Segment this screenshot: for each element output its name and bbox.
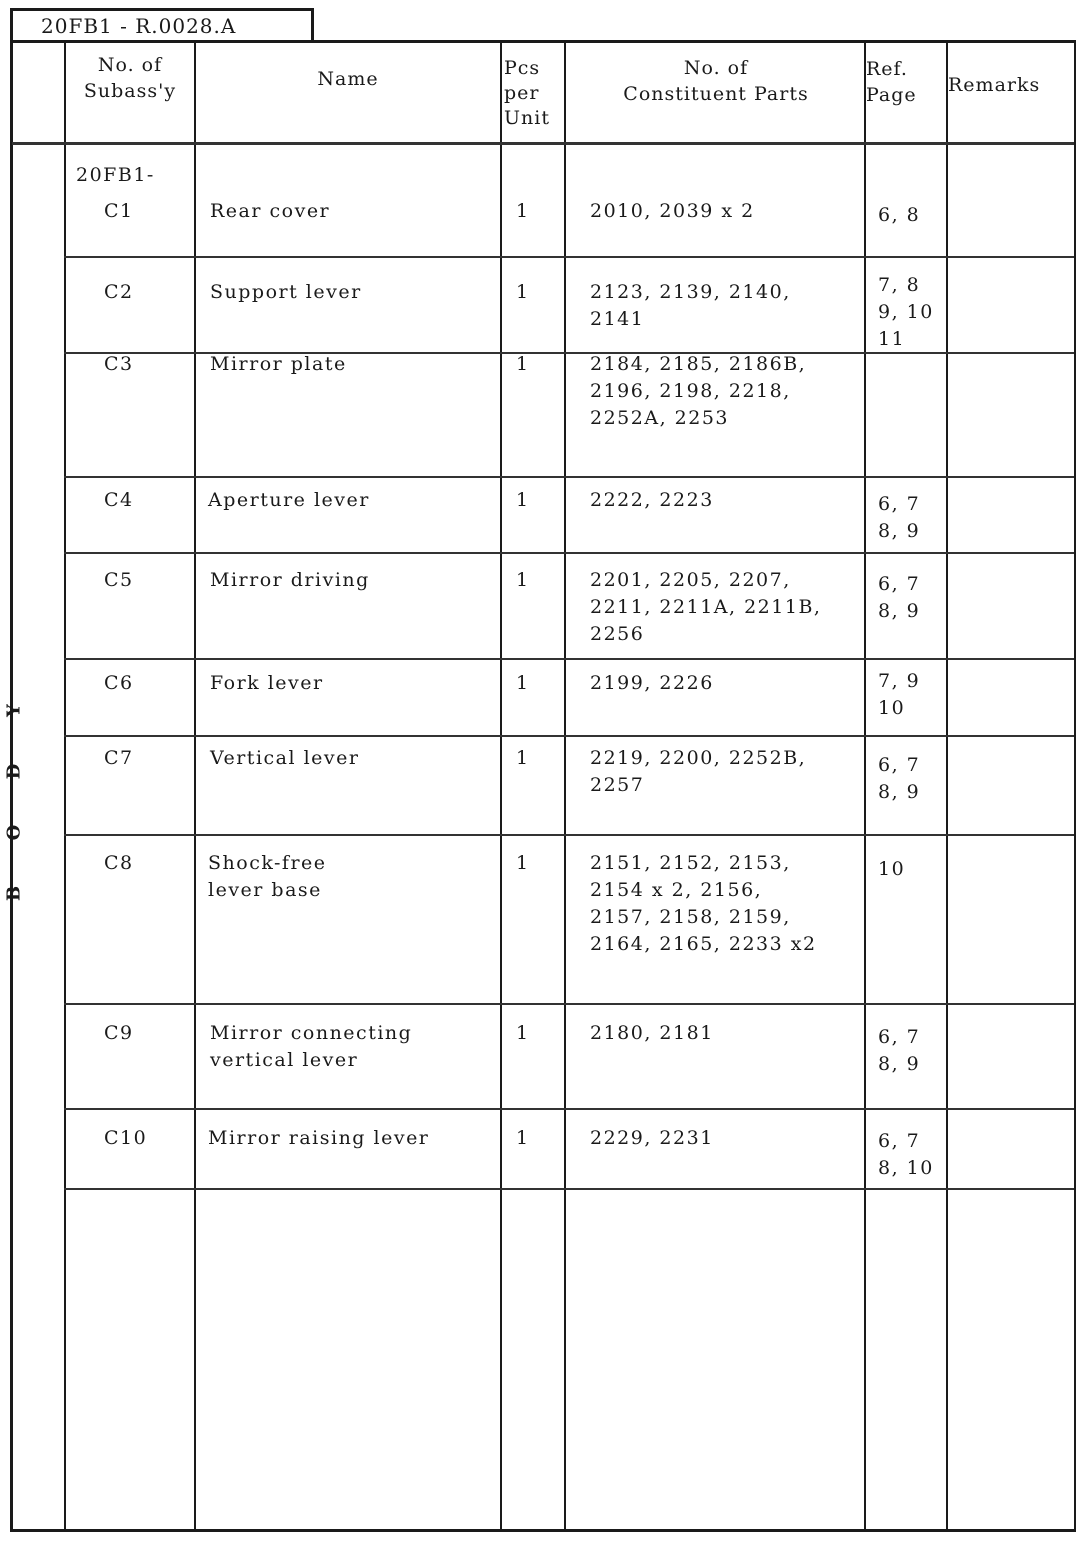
header-ref-line: Ref. — [866, 58, 908, 80]
subassy-number-line: C1 — [104, 200, 134, 222]
row-divider — [64, 834, 1074, 836]
pcs-per-unit — [516, 745, 530, 772]
part-name — [210, 745, 359, 772]
constituent-parts-line: 2229, 2231 — [590, 1127, 714, 1149]
constituent-parts-line: 2257 — [590, 774, 645, 796]
constituent-parts-line: 2256 — [590, 623, 645, 645]
pcs-per-unit — [516, 487, 530, 514]
constituent-parts — [590, 279, 791, 333]
pcs-per-unit — [516, 198, 530, 225]
constituent-parts — [590, 567, 821, 648]
column-divider — [194, 40, 196, 1532]
header-subassy — [66, 52, 194, 104]
row-divider — [64, 1188, 1074, 1190]
pcs-per-unit — [516, 850, 530, 877]
subassy-number — [104, 1125, 147, 1152]
part-name — [208, 487, 370, 514]
body-label-letter: Y — [3, 704, 25, 717]
pcs-per-unit — [516, 1125, 530, 1152]
subassy-number-line: C3 — [104, 353, 134, 375]
ref-page-line: 6, 7 — [878, 1130, 921, 1152]
row-divider — [12, 142, 1074, 145]
ref-page — [878, 272, 934, 353]
pcs-per-unit-line: 1 — [516, 672, 530, 694]
part-name — [210, 567, 370, 594]
document-code: 20FB1 - R.0028.A — [41, 14, 237, 38]
header-remarks-text: Remarks — [948, 74, 1041, 96]
constituent-parts-line: 2196, 2198, 2218, — [590, 380, 791, 402]
subassy-number — [104, 670, 134, 697]
part-name-line: Aperture lever — [208, 489, 370, 511]
pcs-per-unit — [516, 567, 530, 594]
header-pcs-line: per — [504, 82, 540, 104]
pcs-per-unit-line: 1 — [516, 489, 530, 511]
row-divider — [64, 658, 1074, 660]
part-name-line: Mirror plate — [210, 353, 347, 375]
part-name — [210, 198, 330, 225]
subassy-number-line: C8 — [104, 852, 134, 874]
constituent-parts-line: 2199, 2226 — [590, 672, 714, 694]
pcs-per-unit-line: 1 — [516, 200, 530, 222]
header-pcs-line: Unit — [504, 107, 550, 129]
part-name — [210, 670, 324, 697]
ref-page-line: 6, 8 — [878, 204, 921, 226]
constituent-parts — [590, 1020, 714, 1047]
pcs-per-unit — [516, 279, 530, 306]
subassy-number — [104, 745, 134, 772]
header-ref — [866, 56, 946, 108]
subassy-number-line: C2 — [104, 281, 134, 303]
ref-page-line: 7, 8 — [878, 274, 921, 296]
ref-page — [878, 1024, 920, 1078]
ref-page-line: 8, 9 — [878, 1053, 921, 1075]
constituent-parts-line: 2219, 2200, 2252B, — [590, 747, 807, 769]
row-divider — [64, 552, 1074, 554]
constituent-parts-line: 2123, 2139, 2140, — [590, 281, 791, 303]
ref-page-line: 6, 7 — [878, 1026, 921, 1048]
ref-page-line: 8, 10 — [878, 1157, 934, 1179]
body-label-letter: O — [3, 824, 25, 841]
subassy-number — [104, 198, 134, 225]
constituent-parts-line: 2252A, 2253 — [590, 407, 730, 429]
subassy-number — [104, 351, 134, 378]
part-name-line: vertical lever — [210, 1049, 359, 1071]
ref-page-line: 6, 7 — [878, 754, 921, 776]
subassy-number-line: C5 — [104, 569, 134, 591]
pcs-per-unit-line: 1 — [516, 747, 530, 769]
header-name — [196, 66, 500, 92]
row-divider — [64, 476, 1074, 478]
column-divider — [564, 40, 566, 1532]
part-name — [210, 1020, 412, 1074]
subassy-number-line: C4 — [104, 489, 134, 511]
row-divider — [64, 735, 1074, 737]
row-divider — [64, 1003, 1074, 1005]
subassy-number-line: C7 — [104, 747, 134, 769]
part-name — [208, 1125, 429, 1152]
ref-page — [878, 571, 920, 625]
subassy-number-line: C6 — [104, 672, 134, 694]
part-name-line: Mirror raising lever — [208, 1127, 430, 1149]
constituent-parts — [590, 745, 806, 799]
header-pcs-line: Pcs — [504, 57, 541, 79]
constituent-parts-line: 2151, 2152, 2153, — [590, 852, 791, 874]
pcs-per-unit — [516, 1020, 530, 1047]
subassy-number — [104, 850, 134, 877]
part-name-line: Rear cover — [210, 200, 331, 222]
constituent-parts-line: 2180, 2181 — [590, 1022, 714, 1044]
pcs-per-unit-line: 1 — [516, 1022, 530, 1044]
ref-page-line: 8, 9 — [878, 600, 921, 622]
body-section-label — [3, 680, 52, 924]
constituent-parts-line: 2010, 2039 x 2 — [590, 200, 755, 222]
part-name-line: lever base — [208, 879, 322, 901]
part-name — [208, 850, 327, 904]
subassy-number — [104, 279, 134, 306]
header-parts-line: No. of — [683, 57, 749, 79]
constituent-parts-line: 2157, 2158, 2159, — [590, 906, 791, 928]
constituent-parts-line: 2164, 2165, 2233 x2 — [590, 933, 817, 955]
subassy-number — [104, 1020, 134, 1047]
ref-page — [878, 856, 905, 883]
ref-page — [878, 491, 920, 545]
pcs-per-unit-line: 1 — [516, 281, 530, 303]
part-name — [210, 279, 362, 306]
constituent-parts-line: 2154 x 2, 2156, — [590, 879, 763, 901]
header-parts — [566, 55, 866, 107]
constituent-parts-line: 2201, 2205, 2207, — [590, 569, 791, 591]
ref-page — [878, 752, 920, 806]
column-divider — [864, 40, 866, 1532]
part-name-line: Shock-free — [208, 852, 327, 874]
part-name-line: Fork lever — [210, 672, 324, 694]
constituent-parts — [590, 1125, 714, 1152]
part-name-line: Mirror connecting — [210, 1022, 413, 1044]
constituent-parts-line: 2211, 2211A, 2211B, — [590, 596, 822, 618]
pcs-per-unit-line: 1 — [516, 569, 530, 591]
ref-page-line: 7, 9 — [878, 670, 921, 692]
part-name — [210, 351, 347, 378]
ref-page — [878, 1128, 934, 1182]
pcs-per-unit-line: 1 — [516, 1127, 530, 1149]
row-divider — [64, 256, 1074, 258]
ref-page — [878, 668, 920, 722]
constituent-parts — [590, 670, 714, 697]
part-name-line: Support lever — [210, 281, 362, 303]
constituent-parts — [590, 850, 817, 958]
body-label-letter: B — [3, 885, 25, 902]
column-divider — [946, 40, 948, 1532]
subassy-prefix: 20FB1- — [76, 164, 155, 186]
document-code-tab — [10, 8, 314, 40]
column-divider — [500, 40, 502, 1532]
header-remarks — [948, 72, 1072, 98]
header-parts-line: Constituent Parts — [623, 83, 809, 105]
header-subassy-line: No. of — [97, 54, 163, 76]
constituent-parts-line: 2222, 2223 — [590, 489, 714, 511]
ref-page-line: 11 — [878, 328, 906, 350]
header-subassy-line: Subass'y — [83, 80, 177, 102]
row-divider — [64, 1108, 1074, 1110]
subassy-number-line: C9 — [104, 1022, 134, 1044]
ref-page-line: 6, 7 — [878, 573, 921, 595]
ref-page-line: 6, 7 — [878, 493, 921, 515]
body-label-letter: D — [3, 763, 25, 780]
subassy-number-line: C10 — [104, 1127, 148, 1149]
ref-page-line: 10 — [878, 697, 906, 719]
header-pcs — [504, 56, 564, 131]
ref-page-line: 9, 10 — [878, 301, 934, 323]
pcs-per-unit-line: 1 — [516, 852, 530, 874]
constituent-parts-line: 2141 — [590, 308, 645, 330]
subassy-number — [104, 487, 134, 514]
ref-page-line: 8, 9 — [878, 781, 921, 803]
pcs-per-unit-line: 1 — [516, 353, 530, 375]
constituent-parts — [590, 198, 755, 225]
ref-page-line: 10 — [878, 858, 906, 880]
header-ref-line: Page — [866, 84, 917, 106]
pcs-per-unit — [516, 351, 530, 378]
ref-page-line: 8, 9 — [878, 520, 921, 542]
subassy-number — [104, 567, 134, 594]
part-name-line: Vertical lever — [210, 747, 360, 769]
part-name-line: Mirror driving — [210, 569, 370, 591]
ref-page — [878, 202, 920, 229]
header-name-text: Name — [317, 68, 379, 90]
constituent-parts — [590, 487, 714, 514]
constituent-parts — [590, 351, 806, 432]
constituent-parts-line: 2184, 2185, 2186B, — [590, 353, 807, 375]
pcs-per-unit — [516, 670, 530, 697]
